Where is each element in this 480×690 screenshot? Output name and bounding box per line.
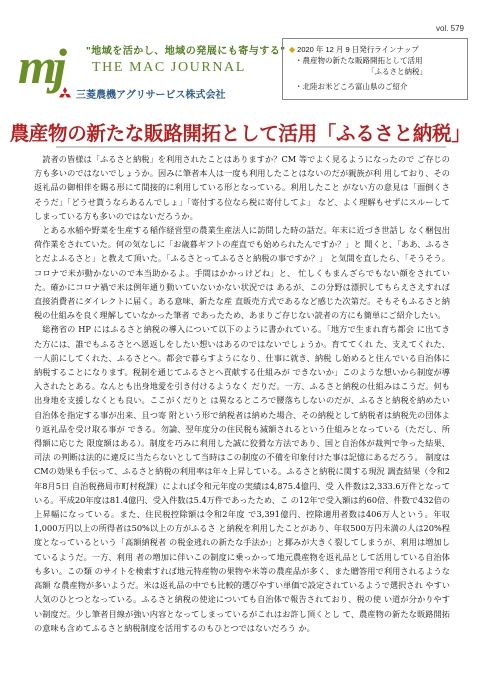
issue-lineup-box — [282, 38, 468, 100]
journal-logo — [14, 38, 286, 102]
paragraph: 読者の皆様は「ふるさと納税」を利用されたことはありますか？CM 等でよく見るようになったので ご存じの方も多いのではないでしょうか。因みに筆者本人は一度も利用したことはないのだが親族が利 用しており、その返礼品の御相伴を賜る形にて間接的に利用している形となっている。利用したこと がない方の意見は「面倒くさそうだ」「どうせ貰うならあるんでしょ」「寄付する位なら税に寄付してよ」 など、よく理解もせずにスルーしてしまっている方も多いのではないだろうか。 — [34, 154, 450, 221]
article-headline: 農産物の新たな販路開拓として活用「ふるさと納税」 — [9, 122, 471, 145]
issue-item-2: ・北陸お米どころ富山県のご紹介 — [295, 82, 408, 91]
article-body — [34, 152, 450, 635]
headline-divider — [56, 146, 446, 148]
paragraph: とある水稲や野菜を生産する稲作経営型の農業生産法人に訪問した時の話だ。年末に近づき世話し なく梱包出荷作業をされていた。何の気なしに「お歳暮ギフトの産直でも始められたんですか？」と 聞くと、「ああ、ふるさとだよふるさと」と教えて頂いた。「ふるさとってふるさと納税の事ですか？」 と気間を直したら、「そうそう。コロナで米が動かないので本当助かるよ。手間はかかっけどね」と、 忙しくもまんざらでもない顔をされていた。確かにコロナ禍で米は例年通り動いていないかない状況では あるが、この分野は漂択してもらえさえすれば直接消費者にダイレクトに届く。ある意味、新たな産 直販売方式であるなど感じた次第だ。そもそもふるさと納税の仕組みを良く理解していなかった筆者 であったため、あまりご存じない読者の方にも簡単にご紹介したい。 — [34, 225, 450, 321]
logo-tagline: "地域を活かし、地域の発展にも寄与する" — [86, 46, 286, 57]
volume-number: vol. 579 — [435, 24, 464, 33]
diamond-icon: ◆ — [289, 45, 296, 54]
masthead — [0, 0, 480, 112]
logo-mark: mj — [18, 38, 63, 94]
three-diamonds-icon — [58, 87, 72, 100]
company-name: 三菱農機アグリサービス株式会社 — [76, 90, 226, 101]
paragraph: 総務省の HP にはふるさと納税の導入について以下のように書かれている。「地方で生まれ育ち都会 に出てきた方には、誰でもふるさとへ恩返しをしたい想いはあるのではないでしょうか。育ててくれ た、支えてくれた、一人前にしてくれた、ふるさとへ。都会で暮らすようになり、仕事に就き、納税 し始めると住んでいる自治体に納税することになります。税制を通じてふるさとへ貢献する仕組みが できないか」このような想いから制度が導入されたとある。なんとも出身地愛を引き付けるようなく だりだ。一方、ふるさと納税の仕組みはこうだ。何も出身地を支援しなくとも良い。ここがくだりと は異なるところで腰落ちしないのだが、ふるさと納税を納めたい自治体を指定する事が出来、且つ寄 附という形で納税者は納めた場合、その納税として納税者は納税先の団体より返礼品を受け取る事が できる。勿論、翌年度分の住民税も減額されるという仕組みとなっている（ただし、所得額に応じた 限度額はある）。制度を巧みに利用した誠に狡猾な方法であり、国と自治体が裁判で争った結果、司法 の判断は法的に違反に当たらないとして当時はこの制度の不備を印象付けた事は記憶にあるだろう。 制度はCMの効果も手伝って、ふるさと納税の利用率は年々上昇している。ふるさと納税に関する現況 調査結果（令和2年8月5日 自治税務局市町村税課）によれば令和元年度の実績は4,875.4億円、受 入件数は2,333.6万件となっている。平成20年度は81.4億円、受入件数は5.4万件であったため、こ の12年で受入額は約60倍、件数で432倍の上昇幅になっている。また、住民税控除額は令和2年度 で3,391億円、控除適用者数は406万人という。年収1,000万円以上の所得者は50%以上の方がふるさ と納税を利用したことがあり、年収500万円未満の人は20%程度となっているという「高額納税者 の税金逃れの新たな手法か」と揶みが大きく裂してしまうが、利用は増加しているようだ。一方、利用 者の増加に伴いこの制度に乗っかって地元農産物を返礼品として活用している自治体も多い。この類 のサイトを検索すれば地元特産物の果物や米等の農産品が多く、また贈答用で利用されるような高額 な農産物が多いようだ。米は返礼品の中でも比較的選びやすい単価で設定されているようで選択され やすい人気のひとつとなっている。ふるさと納税の使途についても自治体で報告されており、税の使 い道が分かりやすい制度だ。少し筆者目線が強い内容となってしまっているがこれはお許し頂くとし て、農産物の新たな販路開拓の意味も含めてふるさと納税制度を活用するのもひとつではないだろう か。 — [34, 324, 451, 633]
logo-title: THE MAC JOURNAL — [92, 60, 246, 75]
issue-date: 2020 年 12 月 9 日発行ラインナップ — [297, 45, 419, 54]
company-line — [58, 86, 226, 101]
issue-item-1-sub: 「ふるさと納税」 — [367, 67, 427, 76]
issue-date-line — [289, 44, 419, 55]
issue-item-1: ・農産物の新たな販路開拓として活用 — [295, 56, 423, 65]
